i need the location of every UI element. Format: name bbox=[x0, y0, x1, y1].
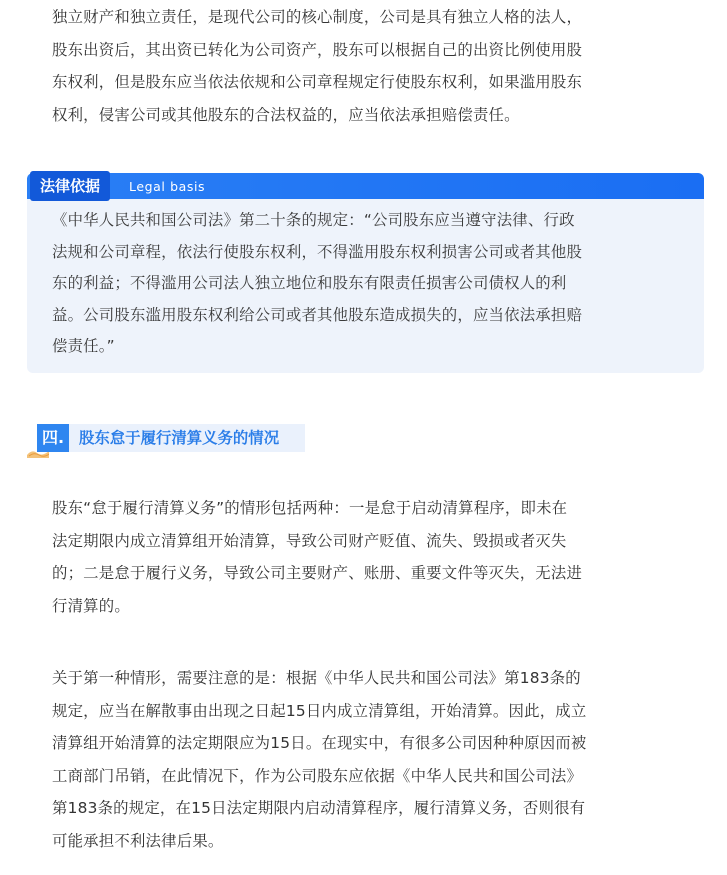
text-line: 《中华人民共和国公司法》第二十条的规定：“公司股东应当遵守法律、行政 bbox=[52, 211, 575, 229]
body-paragraph-1 bbox=[52, 492, 676, 622]
text-line: 清算组开始清算的法定期限应为15日。在现实中，有很多公司因种种原因而被 bbox=[52, 734, 587, 752]
text-line: 行清算的。 bbox=[52, 596, 130, 615]
text-line: 规定，应当在解散事由出现之日起15日内成立清算组，开始清算。因此，成立 bbox=[52, 701, 587, 720]
text-line: 股东出资后，其出资已转化为公司资产，股东可以根据自己的出资比例使用股 bbox=[52, 40, 583, 59]
legal-basis-subtitle: Legal basis bbox=[129, 179, 206, 194]
body-paragraph-2 bbox=[52, 662, 676, 857]
legal-basis-text bbox=[52, 205, 680, 363]
text-line: 东的利益；不得滥用公司法人独立地位和股东有限责任损害公司债权人的利 bbox=[52, 274, 567, 292]
text-line: 工商部门吊销，在此情况下，作为公司股东应依据《中华人民共和国公司法》 bbox=[52, 766, 583, 785]
text-line: 的；二是怠于履行义务，导致公司主要财产、账册、重要文件等灭失，无法进 bbox=[52, 564, 583, 582]
text-line: 法定期限内成立清算组开始清算，导致公司财产贬值、流失、毁损或者灭失 bbox=[52, 531, 567, 550]
text-line: 关于第一种情形，需要注意的是：根据《中华人民共和国公司法》第183条的 bbox=[52, 669, 581, 687]
section-title: 股东怠于履行清算义务的情况 bbox=[69, 424, 305, 452]
legal-basis-tag: 法律依据 bbox=[30, 171, 110, 201]
text-line: 偿责任。” bbox=[52, 337, 115, 355]
text-line: 独立财产和独立责任，是现代公司的核心制度，公司是具有独立人格的法人， bbox=[52, 8, 583, 26]
text-line: 益。公司股东滥用股东权利给公司或者其他股东造成损失的，应当依法承担赔 bbox=[52, 305, 583, 324]
text-line: 法规和公司章程，依法行使股东权利，不得滥用股东权利损害公司或者其他股 bbox=[52, 242, 583, 261]
intro-paragraph bbox=[52, 1, 676, 131]
section-number-badge: 四. bbox=[37, 424, 69, 452]
text-line: 东权利，但是股东应当依法依规和公司章程规定行使股东权利，如果滥用股东 bbox=[52, 73, 583, 91]
text-line: 权利，侵害公司或其他股东的合法权益的，应当依法承担赔偿责任。 bbox=[52, 105, 520, 124]
text-line: 第183条的规定，在15日法定期限内启动清算程序，履行清算义务，否则很有 bbox=[52, 799, 586, 817]
text-line: 可能承担不利法律后果。 bbox=[52, 831, 224, 850]
text-line: 股东“怠于履行清算义务”的情形包括两种：一是怠于启动清算程序，即未在 bbox=[52, 499, 568, 517]
